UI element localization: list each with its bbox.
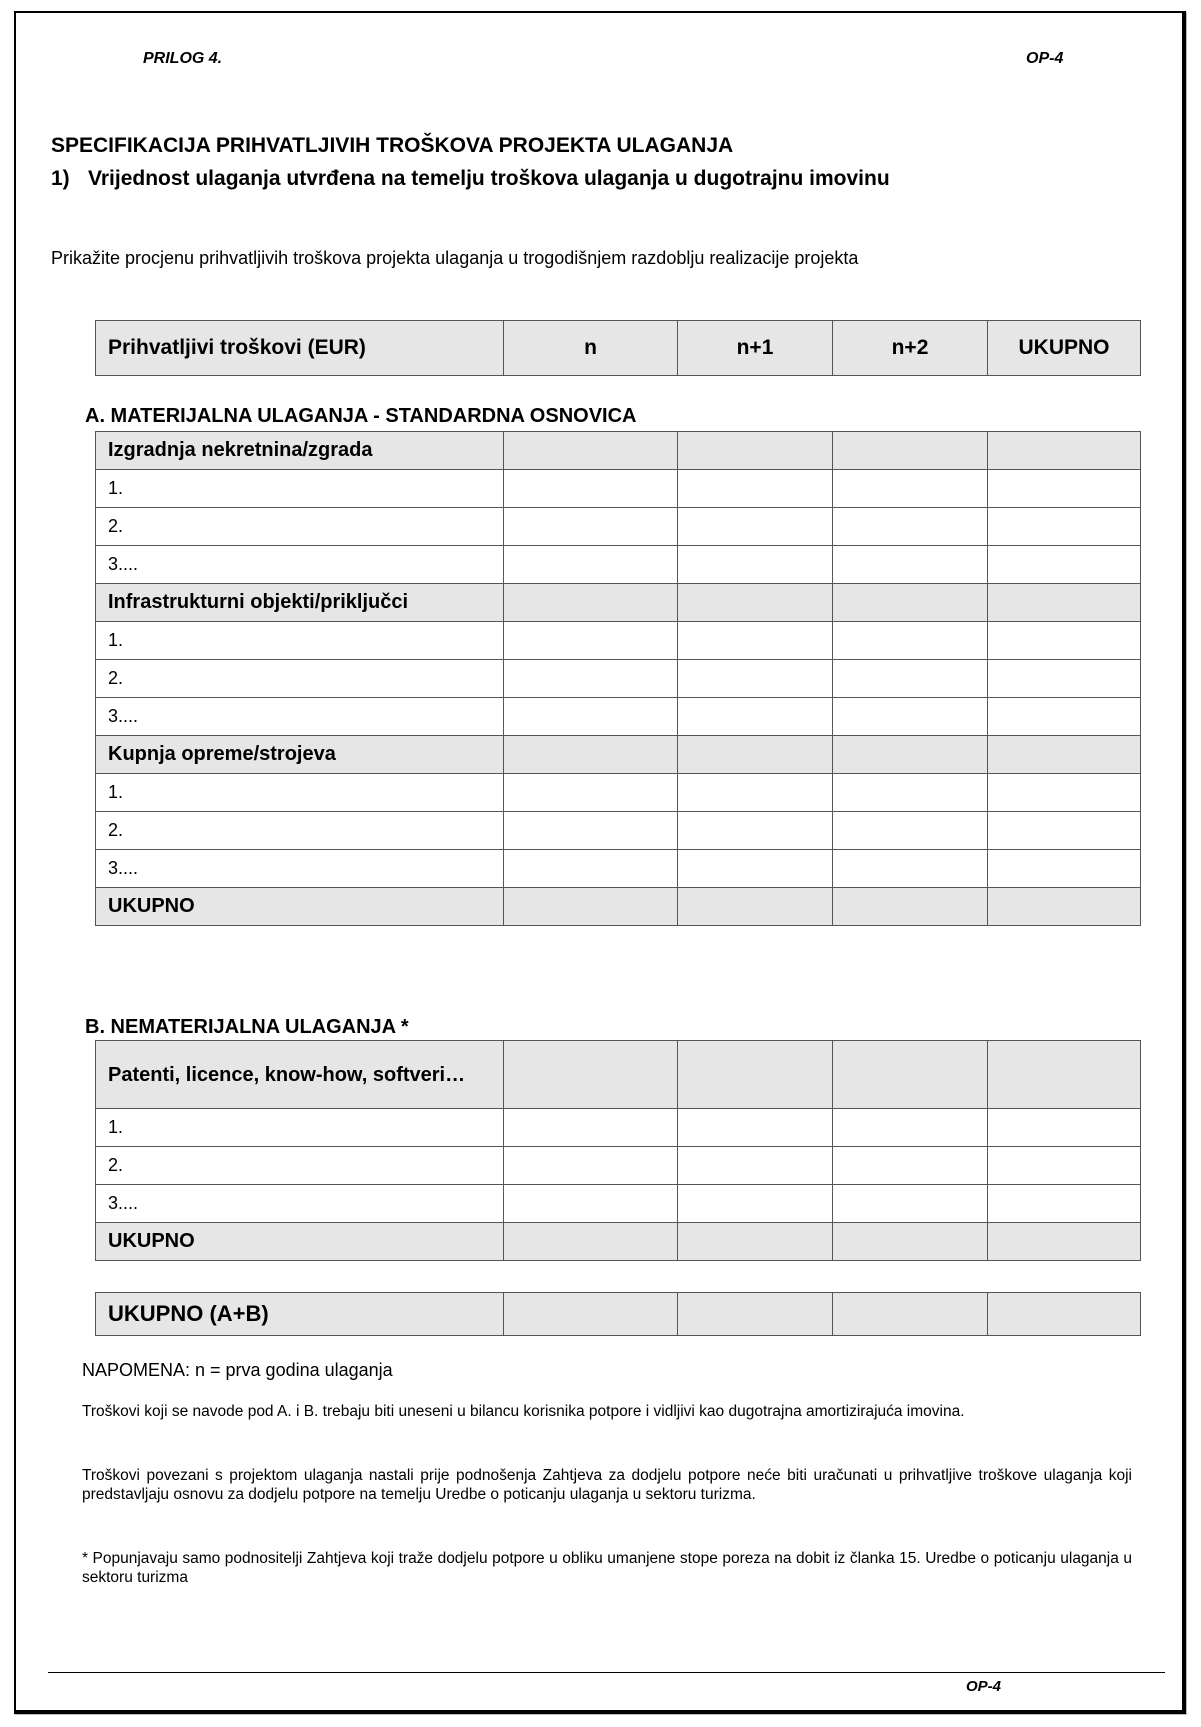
cell-n1[interactable] (678, 774, 833, 812)
note-paragraph-3: * Popunjavaju samo podnositelji Zahtjeva koji traže dodjelu potpore u obliku umanjene stope poreza na dobit iz članka 15. Uredbe o poticanju ulaganja u sektoru turizma (82, 1550, 1132, 1586)
table-row (96, 660, 1141, 698)
table-row (96, 508, 1141, 546)
cell-n2[interactable] (833, 1147, 988, 1185)
row-label: 3.... (96, 698, 504, 736)
cell-n2[interactable] (833, 1041, 988, 1109)
subtitle-text: Vrijednost ulaganja utvrđena na temelju troškova ulaganja u dugotrajnu imovinu (88, 167, 890, 190)
cell-total[interactable] (988, 1185, 1141, 1223)
cell-total[interactable] (988, 774, 1141, 812)
cell-n1[interactable] (678, 850, 833, 888)
cell-n[interactable] (504, 888, 678, 926)
cell-n1[interactable] (678, 622, 833, 660)
cell-n2[interactable] (833, 1293, 988, 1336)
cell-total[interactable] (988, 584, 1141, 622)
cell-total[interactable] (988, 1223, 1141, 1261)
cell-n[interactable] (504, 774, 678, 812)
cell-n[interactable] (504, 470, 678, 508)
group-label: Patenti, licence, know-how, softveri… (96, 1041, 504, 1109)
cell-n[interactable] (504, 546, 678, 584)
grand-total-label: UKUPNO (A+B) (96, 1293, 504, 1336)
cell-n[interactable] (504, 508, 678, 546)
row-label: 2. (96, 1147, 504, 1185)
footer-form-code: OP-4 (966, 1678, 1002, 1695)
column-header-table (95, 320, 1141, 376)
cell-n2[interactable] (833, 546, 988, 584)
section-a-total-row (96, 888, 1141, 926)
cell-total[interactable] (988, 432, 1141, 470)
cell-n1[interactable] (678, 888, 833, 926)
cell-n1[interactable] (678, 1293, 833, 1336)
column-header-n: n (504, 321, 678, 376)
cell-n[interactable] (504, 1147, 678, 1185)
cell-n2[interactable] (833, 1223, 988, 1261)
cell-n1[interactable] (678, 660, 833, 698)
section-a-table (95, 431, 1141, 926)
page-title: SPECIFIKACIJA PRIHVATLJIVIH TROŠKOVA PROJEKTA ULAGANJA (51, 134, 734, 157)
annex-label: PRILOG 4. (143, 50, 223, 67)
cell-total[interactable] (988, 888, 1141, 926)
footer-divider (48, 1672, 1165, 1673)
column-header-total: UKUPNO (988, 321, 1141, 376)
cell-n[interactable] (504, 1041, 678, 1109)
cell-n1[interactable] (678, 1223, 833, 1261)
cell-n1[interactable] (678, 546, 833, 584)
total-label: UKUPNO (96, 1223, 504, 1261)
cell-n2[interactable] (833, 622, 988, 660)
cell-n2[interactable] (833, 774, 988, 812)
group-row-equipment (96, 736, 1141, 774)
row-label: 1. (96, 1109, 504, 1147)
cell-n1[interactable] (678, 698, 833, 736)
subtitle-number: 1) (51, 167, 70, 190)
group-label: Infrastrukturni objekti/priključci (96, 584, 504, 622)
total-label: UKUPNO (96, 888, 504, 926)
note-paragraph-2: Troškovi povezani s projektom ulaganja nastali prije podnošenja Zahtjeva za dodjelu potpore neće biti uračunati u prihvatljive troškove ulaganja koji predstavljaju osnovu za dodjelu potpore na temelju Uredbe o poticanju ulaganja u sektoru turizma. (82, 1467, 1132, 1503)
group-row-buildings (96, 432, 1141, 470)
table-row (96, 470, 1141, 508)
table-row (96, 1109, 1141, 1147)
cell-n[interactable] (504, 736, 678, 774)
note-label: NAPOMENA: n = prva godina ulaganja (82, 1360, 393, 1380)
cell-n[interactable] (504, 698, 678, 736)
cell-total[interactable] (988, 736, 1141, 774)
page-subtitle (51, 167, 890, 191)
row-label: 3.... (96, 850, 504, 888)
form-code: OP-4 (1026, 50, 1064, 67)
cell-n2[interactable] (833, 584, 988, 622)
note-paragraph-1: Troškovi koji se navode pod A. i B. trebaju biti uneseni u bilancu korisnika potpore i vidljivi kao dugotrajna amortizirajuća imovina. (82, 1403, 965, 1420)
cell-n[interactable] (504, 1223, 678, 1261)
cell-total[interactable] (988, 546, 1141, 584)
group-row-intangibles (96, 1041, 1141, 1109)
cell-n1[interactable] (678, 736, 833, 774)
cell-n2[interactable] (833, 736, 988, 774)
cell-n[interactable] (504, 850, 678, 888)
column-header-costs: Prihvatljivi troškovi (EUR) (96, 321, 504, 376)
cell-n[interactable] (504, 660, 678, 698)
group-row-infrastructure (96, 584, 1141, 622)
table-row (96, 546, 1141, 584)
cell-n[interactable] (504, 432, 678, 470)
row-label: 1. (96, 622, 504, 660)
table-row (96, 774, 1141, 812)
cell-total[interactable] (988, 508, 1141, 546)
cell-n1[interactable] (678, 1147, 833, 1185)
cell-n2[interactable] (833, 888, 988, 926)
row-label: 3.... (96, 546, 504, 584)
row-label: 1. (96, 470, 504, 508)
cell-n1[interactable] (678, 508, 833, 546)
cell-n[interactable] (504, 622, 678, 660)
cell-n[interactable] (504, 1109, 678, 1147)
column-header-n2: n+2 (833, 321, 988, 376)
cell-n2[interactable] (833, 698, 988, 736)
cell-n2[interactable] (833, 812, 988, 850)
cell-total[interactable] (988, 1147, 1141, 1185)
cell-n1[interactable] (678, 470, 833, 508)
cell-total[interactable] (988, 660, 1141, 698)
cell-n2[interactable] (833, 1185, 988, 1223)
instructions-text: Prikažite procjenu prihvatljivih troškova projekta ulaganja u trogodišnjem razdoblju realizacije projekta (51, 248, 859, 268)
table-row (96, 850, 1141, 888)
table-row (96, 812, 1141, 850)
cell-n2[interactable] (833, 1109, 988, 1147)
cell-total[interactable] (988, 812, 1141, 850)
cell-total[interactable] (988, 1109, 1141, 1147)
section-b-total-row (96, 1223, 1141, 1261)
cell-n1[interactable] (678, 1041, 833, 1109)
grand-total-table (95, 1292, 1141, 1336)
cell-n[interactable] (504, 1293, 678, 1336)
grand-total-row (96, 1293, 1141, 1336)
table-row (96, 1185, 1141, 1223)
row-label: 2. (96, 812, 504, 850)
cell-n1[interactable] (678, 584, 833, 622)
row-label: 2. (96, 508, 504, 546)
row-label: 3.... (96, 1185, 504, 1223)
cell-total[interactable] (988, 698, 1141, 736)
column-header-row (96, 321, 1141, 376)
row-label: 1. (96, 774, 504, 812)
cell-n[interactable] (504, 584, 678, 622)
cell-n2[interactable] (833, 470, 988, 508)
cell-n[interactable] (504, 1185, 678, 1223)
cell-n1[interactable] (678, 812, 833, 850)
cell-n2[interactable] (833, 432, 988, 470)
cell-n2[interactable] (833, 508, 988, 546)
section-a-title: A. MATERIJALNA ULAGANJA - STANDARDNA OSNOVICA (85, 405, 637, 427)
cell-n1[interactable] (678, 432, 833, 470)
table-row (96, 1147, 1141, 1185)
cell-total[interactable] (988, 470, 1141, 508)
cell-n1[interactable] (678, 1185, 833, 1223)
cell-total[interactable] (988, 622, 1141, 660)
table-row (96, 698, 1141, 736)
cell-total[interactable] (988, 1293, 1141, 1336)
cell-n2[interactable] (833, 660, 988, 698)
cell-total[interactable] (988, 850, 1141, 888)
cell-total[interactable] (988, 1041, 1141, 1109)
cell-n1[interactable] (678, 1109, 833, 1147)
group-label: Izgradnja nekretnina/zgrada (96, 432, 504, 470)
column-header-n1: n+1 (678, 321, 833, 376)
row-label: 2. (96, 660, 504, 698)
table-row (96, 622, 1141, 660)
cell-n[interactable] (504, 812, 678, 850)
section-b-title: B. NEMATERIJALNA ULAGANJA * (85, 1016, 409, 1038)
group-label: Kupnja opreme/strojeva (96, 736, 504, 774)
section-b-table (95, 1040, 1141, 1261)
cell-n2[interactable] (833, 850, 988, 888)
